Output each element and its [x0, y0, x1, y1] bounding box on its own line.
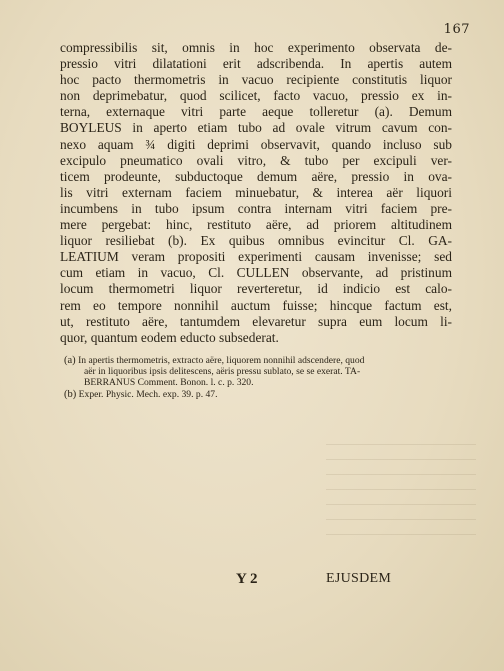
body-line: compressibilis sit, omnis in hoc experimento observata de- [60, 40, 452, 55]
catchword: EJUSDEM [326, 571, 392, 586]
body-line: mere pergebat: hinc, restituto aëre, ad priorem altitudinem [60, 217, 452, 233]
footnote-line: In apertis thermometris, extracto aëre, liquorem nonnihil adscendere, quod [78, 355, 365, 366]
body-line: hoc pacto thermometris in vacuo recipiente constitutis liquor [60, 72, 452, 88]
body-line: terna, externaque vitri parte aeque tolleretur (a). Demum [60, 104, 452, 120]
body-line: liquor resiliebat (b). Ex quibus omnibus evincitur Cl. GA- [60, 233, 452, 249]
footnote-a [64, 355, 448, 389]
footnote-mark: (a) [64, 355, 76, 366]
body-line: non deprimebatur, quod scilicet, facto vacuo, pressio ex in- [60, 88, 452, 104]
body-line: nexo aquam ¾ digiti deprimi observavit, quando incluso sub [60, 136, 452, 152]
body-line: rem eo tempore nonnihil auctum fuisse; hincque factum est, [60, 297, 452, 313]
bleed-through-texture [326, 430, 476, 540]
body-line: BOYLEUS in aperto etiam tubo ad ovale vitrum cavum con- [60, 120, 452, 136]
footnote-line: Exper. Physic. Mech. exp. 39. p. 47. [78, 388, 218, 400]
body-text [60, 40, 452, 346]
footnotes [64, 355, 448, 400]
body-line: excipulo pneumatico ovali vitro, & tubo per excipuli ver- [60, 152, 452, 168]
footnote-line: aër in liquoribus ipsis delitescens, aëris pressu sublato, se se exerat. TA- [84, 366, 361, 378]
footnote-mark: (b) [64, 388, 77, 400]
signature-mark: Y 2 [236, 571, 258, 587]
body-line: lis vitri externam faciem minuebatur, & interea aër liquori [60, 184, 452, 200]
footnote-b [64, 389, 448, 400]
body-line: ticem prodeunte, subductoque demum aëre, pressio in ova- [60, 168, 452, 184]
body-line: quor, quantum eodem educto subsederat. [60, 329, 279, 345]
body-line: ut, restituto aëre, tantumdem elevaretur supra eum locum li- [60, 313, 452, 329]
body-line: cum etiam in vacuo, Cl. CULLEN observante, ad pristinum [60, 265, 452, 281]
body-line: locum thermometri liquor reverteretur, id indicio est calo- [60, 281, 452, 297]
body-line: pressio vitri dilatationi erit adscribenda. In apertis autem [60, 56, 452, 72]
page-number: 167 [443, 22, 470, 37]
footnote-line: BERRANUS Comment. Bonon. l. c. p. 320. [84, 377, 254, 389]
body-line: LEATIUM veram propositi experimenti causam invenisse; sed [60, 249, 452, 265]
body-line: incumbens in tubo ipsum contra internam vitri faciem pre- [60, 200, 452, 216]
